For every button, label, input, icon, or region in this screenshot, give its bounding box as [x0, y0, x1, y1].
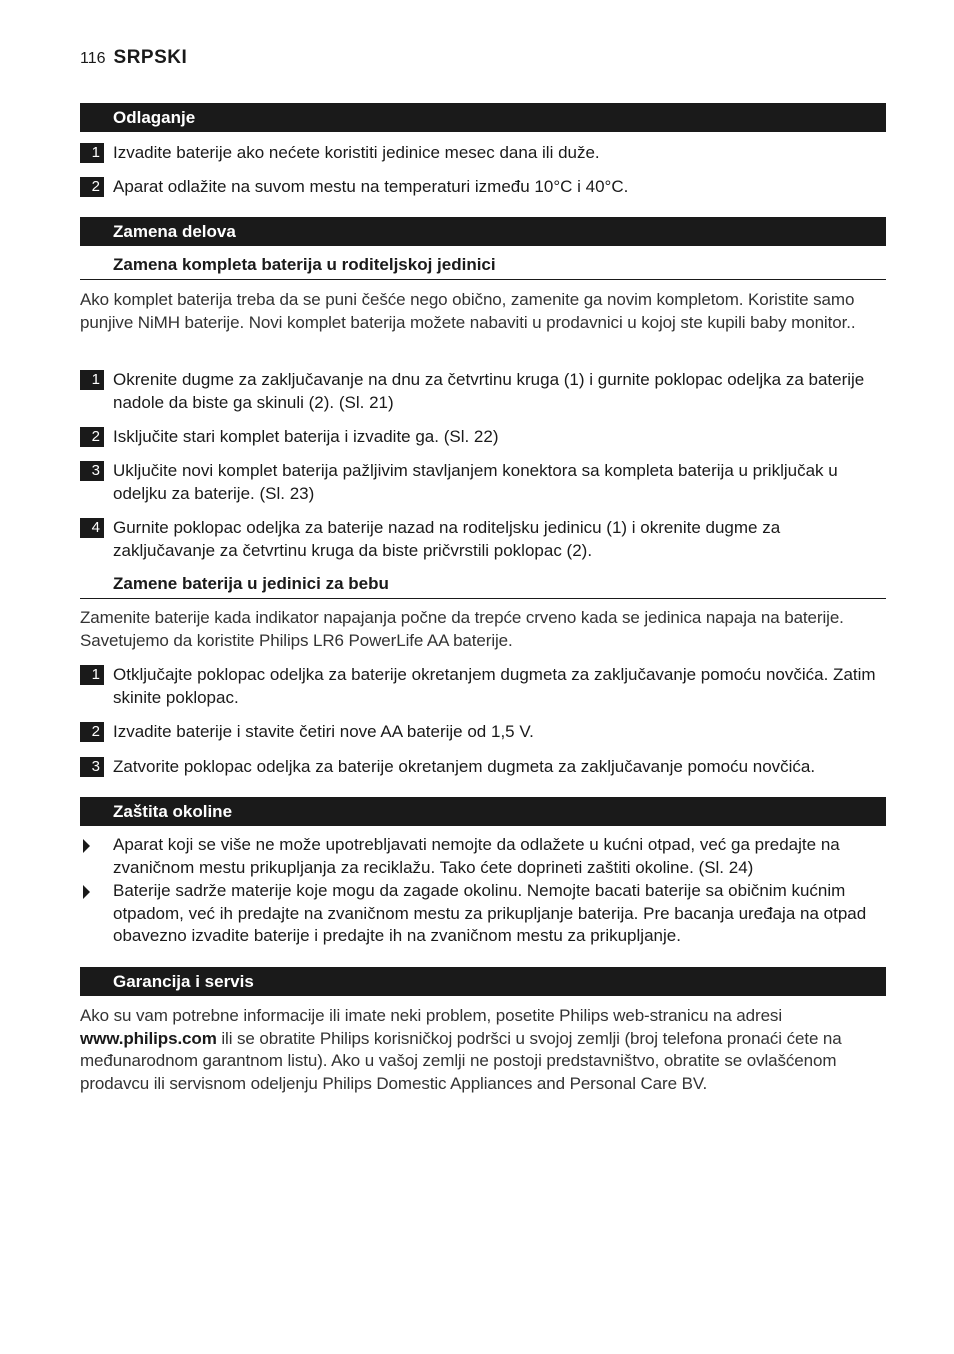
step-text: Isključite stari komplet baterija i izvadite ga. (Sl. 22) — [113, 427, 499, 446]
step-number: 1 — [80, 143, 104, 163]
step-number: 2 — [80, 722, 104, 742]
section-heading-garancija: Garancija i servis — [80, 967, 886, 996]
philips-website-link[interactable]: www.philips.com — [80, 1028, 217, 1048]
step-number: 2 — [80, 427, 104, 447]
list-item — [80, 880, 886, 948]
step-number: 1 — [80, 665, 104, 685]
warranty-paragraph — [80, 1005, 886, 1096]
step-item — [80, 426, 886, 449]
step-text: Aparat odlažite na suvom mestu na temperaturi između 10°C i 40°C. — [113, 177, 629, 196]
page-header — [80, 47, 187, 69]
subsection-heading: Zamene baterija u jedinici za bebu — [80, 574, 886, 599]
list-item — [80, 834, 886, 879]
step-item — [80, 142, 886, 165]
subsection-heading: Zamena kompleta baterija u roditeljskoj jedinici — [80, 255, 886, 280]
step-number: 1 — [80, 370, 104, 390]
step-text: Uključite novi komplet baterija pažljivim stavljanjem konektora sa kompleta baterija u priključak u odeljku za baterije. (Sl. 23) — [113, 461, 838, 503]
step-item — [80, 369, 886, 414]
bullet-text: Aparat koji se više ne može upotrebljavati nemojte da odlažete u kućni otpad, već ga predajte na zvaničnom mestu prikupljanja za reciklažu. Tako ćete doprineti zaštiti okoline. (Sl. 24) — [113, 835, 840, 877]
step-text: Zatvorite poklopac odeljka za baterije okretanjem dugmeta za zaključavanje pomoću novčića. — [113, 757, 816, 776]
step-number: 2 — [80, 177, 104, 197]
step-item — [80, 664, 886, 709]
intro-paragraph: Zamenite baterije kada indikator napajanja počne da trepće crveno kada se jedinica napaja na baterije. Savetujemo da koristite Philips LR6 PowerLife AA baterije. — [80, 608, 844, 650]
step-item — [80, 721, 886, 744]
step-number: 3 — [80, 757, 104, 777]
step-text: Gurnite poklopac odeljka za baterije nazad na roditeljsku jedinicu (1) i okrenite dugme za zaključavanje za četvrtinu kruga da biste pričvrstili poklopac (2). — [113, 518, 781, 560]
section-heading-odlaganje: Odlaganje — [80, 103, 886, 132]
step-text: Otključajte poklopac odeljka za baterije okretanjem dugmeta za zaključavanje pomoću novčića. Zatim skinite poklopac. — [113, 665, 876, 707]
bullet-arrow-icon — [83, 885, 90, 899]
step-item — [80, 460, 886, 505]
bullet-text: Baterije sadrže materije koje mogu da zagade okolinu. Nemojte bacati baterije sa običnim kućnim otpadom, već ih predajte na zvaničnom mestu za prikupljanje baterija. Pre bacanja uređaja na otpad obavezno izvadite baterije i predajte ih na zvaničnom mestu za prikupljanje. — [113, 881, 867, 946]
step-item — [80, 517, 886, 562]
section-heading-zastita: Zaštita okoline — [80, 797, 886, 826]
step-text: Okrenite dugme za zaključavanje na dnu za četvrtinu kruga (1) i gurnite poklopac odeljka za baterije nadole da biste ga skinuli (2). (Sl. 21) — [113, 370, 865, 412]
step-number: 3 — [80, 461, 104, 481]
step-item — [80, 756, 886, 779]
step-item — [80, 176, 886, 199]
language-label: SRPSKI — [113, 47, 188, 68]
page-number: 116 — [80, 50, 106, 67]
bullet-arrow-icon — [83, 839, 90, 853]
intro-paragraph: Ako komplet baterija treba da se puni češće nego obično, zamenite ga novim kompletom. Koristite samo punjive NiMH baterije. Novi komplet baterija možete nabaviti u prodavnici u kojoj ste kupili baby monitor.. — [80, 290, 856, 332]
warranty-text-before: Ako su vam potrebne informacije ili imate neki problem, posetite Philips web-stranicu na adresi — [80, 1006, 783, 1025]
section-heading-zamena: Zamena delova — [80, 217, 886, 246]
step-text: Izvadite baterije i stavite četiri nove AA baterije od 1,5 V. — [113, 722, 534, 741]
warranty-text-after: ili se obratite Philips korisničkoj podršci u svojoj zemlji (broj telefona pronaći ćete na međunarodnom garantnom listu). Ako u vašoj zemlji ne postoji predstavništvo, obratite se ovlašćenom prodavcu ili servisnom odeljenju Philips Domestic Appliances and Personal Care BV. — [80, 1028, 842, 1094]
step-text: Izvadite baterije ako nećete koristiti jedinice mesec dana ili duže. — [113, 143, 600, 162]
step-number: 4 — [80, 518, 104, 538]
